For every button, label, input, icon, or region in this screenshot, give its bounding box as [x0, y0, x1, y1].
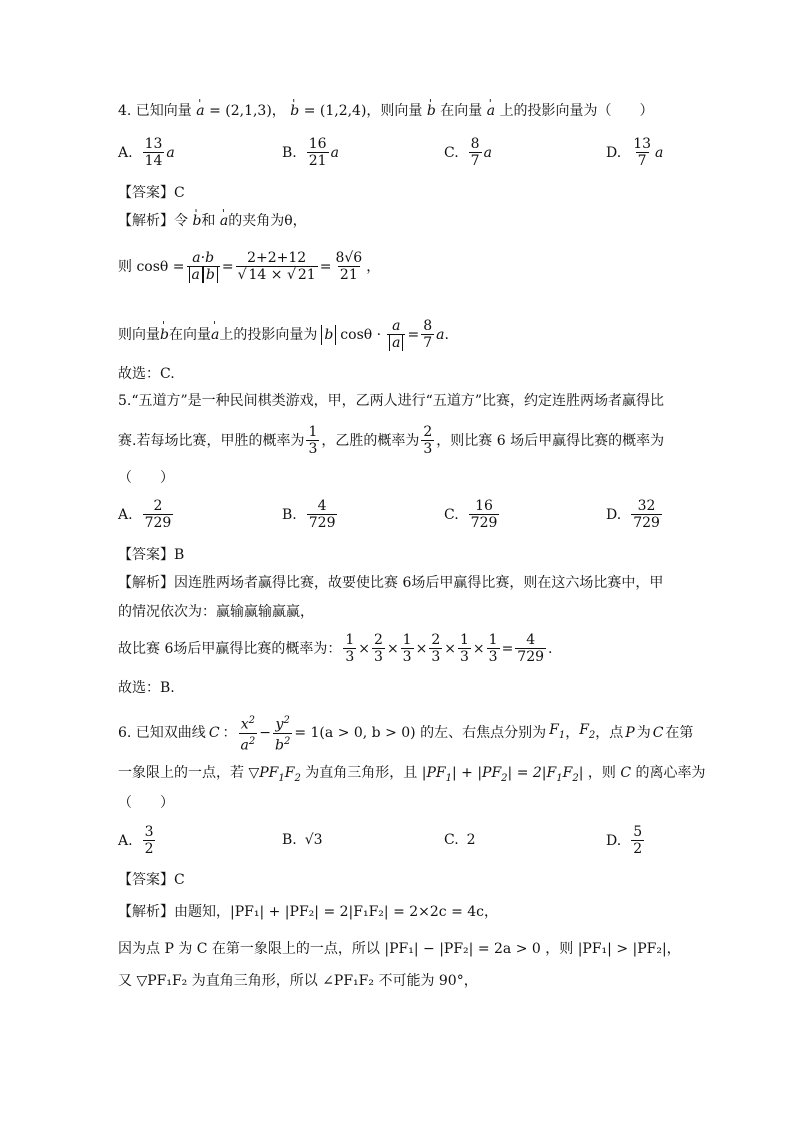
q5-analysis-3: 故比赛 6场后甲赢得比赛的概率为： $\frac{1}{3}$ × $\frac{2}{3}$ × $\frac{1}{3}$ × $\frac{2}{3}$ × $\frac{1}{3}$ × $\frac{1}{3}$ = $\frac{4}{729}$ .: [118, 632, 553, 665]
q6-option-b[interactable]: B. √3: [282, 832, 323, 848]
q5-option-a[interactable]: A. $\frac{2}{729}$: [118, 498, 172, 531]
q4-analysis-1: 【解析】令 ' b和 ' a的夹角为θ，: [118, 211, 307, 231]
q6-stem-line1: 6. 已知双曲线 C ： $\frac{x^2}{a^2}$ − $\frac{y^2}{b^2}$ = 1(a > 0, b > 0) 的左、右焦点分别为 $F_1$ ， $F_2$ ，点 P 为 C 在第: [118, 715, 694, 754]
q6-analysis-3: 又 ▽PF₁F₂ 为直角三角形，所以 ∠PF₁F₂ 不可能为 90°，: [118, 973, 478, 989]
q6-stem-line2: 一象限上的一点，若 $▽PF_1F_2$ 为直角三角形，且 $|PF_1| + |PF_2| = 2|F_1F_2|$ ，则 C 的离心率为: [118, 765, 706, 784]
vector-a: ' a: [196, 103, 204, 119]
q6-answer: 【答案】C: [118, 872, 185, 888]
vector-b: ' b: [290, 103, 299, 119]
q4-answer: 【答案】C: [118, 185, 185, 201]
q4-cos-formula: 则 cosθ = $\frac{a\cdot b}{\text{a b}}$ = $\frac{2+2+12}{√ 14 \times √ 21}$ = $\frac{8√6}{21}$ ，: [118, 250, 381, 283]
q5-conclusion: 故选：B.: [118, 680, 175, 696]
q6-analysis-2: 因为点 P 为 C 在第一象限上的一点，所以 |PF₁| − |PF₂| = 2a > 0 ，则 |PF₁| > |PF₂|，: [118, 941, 681, 957]
q6-option-a[interactable]: A. $\frac{3}{2}$: [118, 824, 154, 857]
q4-conclusion: 故选：C.: [118, 366, 175, 382]
q4-option-c[interactable]: C. $\frac{8}{7}$ a: [444, 136, 492, 169]
q6-option-d[interactable]: D. $\frac{5}{2}$: [606, 824, 643, 857]
q5-option-d[interactable]: D. $\frac{32}{729}$: [606, 498, 660, 531]
q5-option-b[interactable]: B. $\frac{4}{729}$: [282, 498, 336, 531]
q6-analysis-1: 【解析】由题知，|PF₁| + |PF₂| = 2|F₁F₂| = 2×2c = 4c，: [118, 904, 499, 920]
q4-option-d[interactable]: D. $\frac{13}{7}$ a: [606, 136, 664, 169]
q5-answer: 【答案】B: [118, 547, 185, 563]
q5-paren: （ ）: [118, 470, 174, 486]
q5-analysis-1: 【解析】因连胜两场者赢得比赛，故要使比赛 6场后甲赢得比赛，则在这六场比赛中，甲: [118, 575, 664, 591]
q5-option-c[interactable]: C. $\frac{16}{729}$: [444, 498, 498, 531]
q4-stem: 4. 已知向量 ' a = (2,1,3)， ' b = (1,2,4)，则向量 ' b 在向量 ' a 上的投影向量为（ ）: [118, 101, 654, 121]
q4-option-b[interactable]: B. $\frac{16}{21}$ a: [282, 136, 339, 169]
q6-option-c[interactable]: C. 2: [444, 832, 476, 848]
q5-analysis-2: 的情况依次为：赢输赢输赢赢，: [118, 604, 314, 620]
q5-stem-line2: 赛.若每场比赛，甲胜的概率为 $\frac{1}{3}$ ，乙胜的概率为 $\frac{2}{3}$ ，则比赛 6 场后甲赢得比赛的概率为: [118, 424, 665, 457]
q4-option-a[interactable]: A. $\frac{13}{14}$ a: [118, 136, 175, 169]
q6-paren: （ ）: [118, 795, 174, 811]
q4-projection: 则向量 ' b 在向量 ' a 上的投影向量为 b cosθ · $\frac{a}{a}$ = $\frac{8}{7}$ a .: [118, 318, 449, 351]
q5-stem-line1: 5.“五道方”是一种民间棋类游戏，甲，乙两人进行“五道方”比赛，约定连胜两场者赢得比: [118, 393, 664, 409]
